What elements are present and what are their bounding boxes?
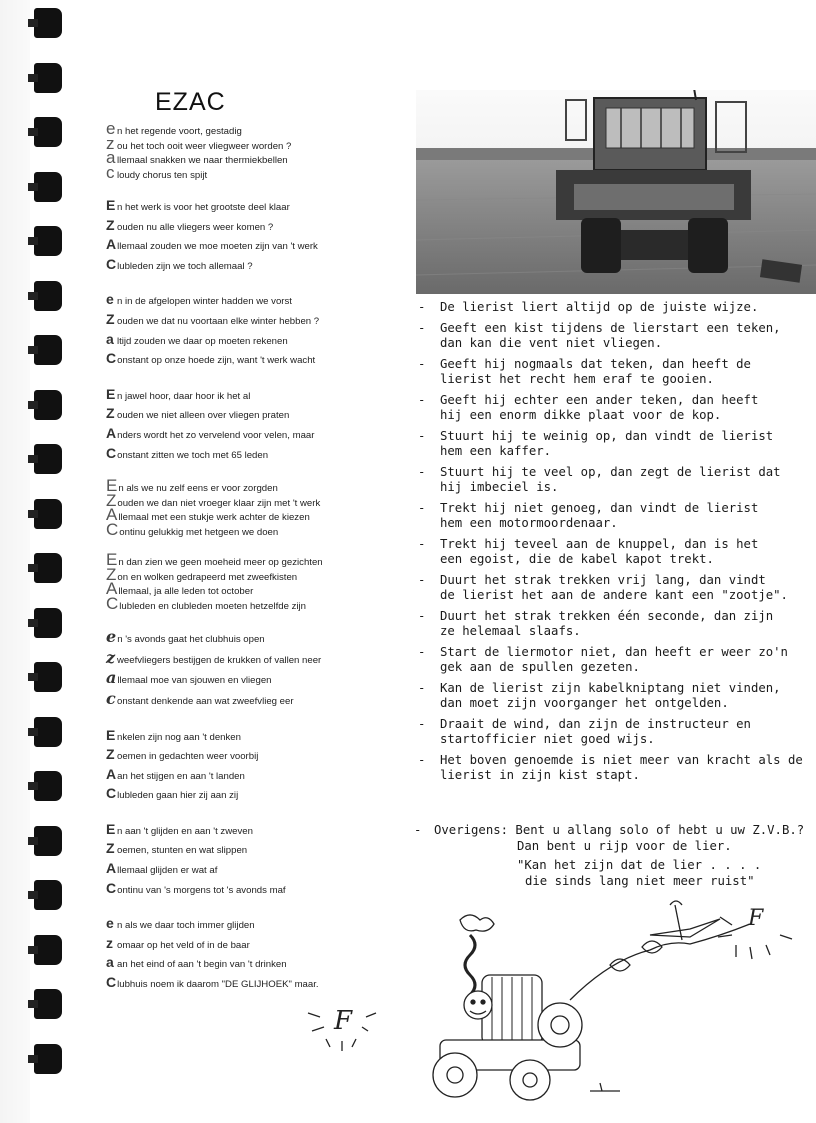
rule-item [416, 681, 812, 712]
acrostic-initial: Z [106, 310, 115, 327]
binding-ring [34, 989, 62, 1019]
rule-dash: - [418, 464, 426, 479]
winch-rules-list [416, 300, 812, 789]
acrostic-initial: Z [106, 840, 115, 857]
acrostic-poem [106, 119, 396, 1010]
poem-line-text: n als we daar toch immer glijden [117, 920, 255, 932]
rule-item [416, 501, 812, 532]
poem-line [106, 162, 396, 182]
acrostic-initial: Z [106, 564, 117, 584]
poem-line-text: lubhuis noem ik daarom "DE GLIJHOEK" maar. [117, 979, 319, 991]
acrostic-initial: a [106, 148, 116, 167]
poem-line-text: ontinu gelukkig met hetgeen we doen [119, 526, 279, 538]
winch-drum [538, 1003, 582, 1047]
poem-line [106, 331, 396, 351]
signature-mark [298, 995, 388, 1055]
poem-line-text: n 's avonds gaat het clubhuis open [117, 634, 265, 646]
binding-ring [34, 608, 62, 638]
poem-line-text: oemen, stunten en wat slippen [117, 845, 248, 857]
rule-item [416, 537, 812, 568]
acrostic-initial: Z [106, 490, 117, 510]
signature-letter: F [334, 1006, 353, 1036]
acrostic-initial: Z [106, 405, 115, 422]
acrostic-initial: C [106, 444, 117, 461]
rule-dash: - [418, 608, 426, 623]
poem-line [106, 880, 396, 900]
poem-stanza [106, 476, 396, 539]
poem-line-text: llemaal zouden we moe moeten zijn van 't werk [117, 241, 318, 253]
poem-line [106, 291, 396, 311]
acrostic-initial: c [106, 162, 115, 182]
poem-line-text: lubleden zijn we toch allemaal ? [117, 260, 253, 272]
rule-dash: - [418, 752, 426, 767]
acrostic-initial: e [106, 627, 117, 647]
rule-line: Geeft een kist tijdens de lierstart een teken, [440, 320, 781, 335]
rule-line: Kan de lierist zijn kabelkniptang niet vinden, [440, 680, 781, 695]
rule-dash: - [418, 320, 426, 335]
rule-line: Stuurt hij te veel op, dan zegt de lierist dat [440, 464, 781, 479]
rule-line: De lierist liert altijd op de juiste wijze. [440, 300, 759, 314]
rule-dash: - [418, 716, 426, 731]
rule-line: Trekt hij teveel aan de knuppel, dan is het [440, 536, 759, 551]
poem-stanza [106, 197, 396, 275]
poem-line-text: n aan 't glijden en aan 't zweven [117, 825, 253, 837]
binding-ring [34, 117, 62, 147]
rule-line: gek aan de spullen gezeten. [440, 660, 640, 674]
poem-line [106, 935, 396, 955]
poem-stanza [106, 915, 396, 993]
closing-line-2: Dan bent u rijp voor de lier. [517, 838, 732, 853]
rule-line: Duurt het strak trekken vrij lang, dan vindt [440, 572, 766, 587]
poem-line-text: llemaal met een stukje werk achter de kiezen [118, 512, 310, 524]
rule-line: hij imbeciel is. [440, 480, 559, 494]
poem-line-text: n in de afgelopen winter hadden we vorst [117, 296, 292, 308]
binding-ring [34, 880, 62, 910]
poem-line-text: n dan zien we geen moeheid meer op gezichten [118, 557, 323, 569]
acrostic-initial: e [106, 291, 114, 308]
acrostic-initial: E [106, 820, 116, 837]
poem-line-text: onstant denkende aan wat zweefvlieg eer [117, 695, 294, 707]
poem-line [106, 148, 396, 167]
rule-item [416, 429, 812, 460]
poem-stanza [106, 386, 396, 464]
rule-item [416, 300, 812, 316]
poem-line-text: n als we nu zelf eens er voor zorgden [118, 483, 278, 495]
acrostic-initial: A [106, 505, 118, 525]
acrostic-initial: A [106, 860, 117, 877]
poem-line [106, 564, 396, 584]
poem-line [106, 256, 396, 276]
poem-line [106, 766, 396, 786]
rule-line: Het boven genoemde is niet meer van kracht als de [440, 752, 803, 767]
binding-ring [34, 63, 62, 93]
poem-stanza [106, 119, 396, 182]
rule-line: hij een enorm dikke plaat voor de kop. [440, 408, 722, 422]
rule-item [416, 573, 812, 604]
poem-line-text: ltijd zouden we daar op moeten rekenen [117, 335, 288, 347]
acrostic-initial: c [106, 688, 116, 708]
acrostic-initial: A [106, 765, 117, 782]
acrostic-initial: a [106, 954, 114, 971]
poem-line-text: ou het toch ooit weer vliegweer worden ? [117, 140, 292, 152]
poem-line-text: an het stijgen en aan 't landen [117, 770, 245, 782]
poem-line-text: n jawel hoor, daar hoor ik het al [117, 390, 251, 402]
page-title: EZAC [155, 88, 226, 116]
poem-stanza [106, 821, 396, 899]
binding-ring [34, 172, 62, 202]
poem-line [106, 974, 396, 994]
acrostic-initial: A [106, 579, 118, 599]
poem-line-text: loudy chorus ten spijt [117, 169, 208, 181]
poem-line [106, 579, 396, 599]
poem-line-text: llemaal glijden er wat af [117, 865, 218, 877]
poem-line [106, 550, 396, 570]
poem-line [106, 119, 396, 138]
poem-line [106, 821, 396, 841]
rule-line: Start de liermotor niet, dan heeft er weer zo'n [440, 644, 788, 659]
rule-dash: - [418, 500, 426, 515]
binding-ring [34, 1044, 62, 1074]
rule-item [416, 645, 812, 676]
poem-line-text: omaar op het veld of in de baar [117, 939, 250, 951]
rule-dash: - [418, 536, 426, 551]
poem-stanza [106, 628, 396, 710]
acrostic-initial: A [106, 236, 117, 253]
poem-line [106, 311, 396, 331]
rule-line: dan kan die vent niet vliegen. [440, 336, 663, 350]
poem-line-text: ouden we niet alleen over vliegen praten [117, 410, 290, 422]
glider-sketch [650, 919, 720, 937]
acrostic-initial: C [106, 974, 117, 991]
binding-ring [34, 281, 62, 311]
binding-ring [34, 935, 62, 965]
rule-dash: - [418, 300, 426, 314]
rule-item [416, 393, 812, 424]
rule-item [416, 609, 812, 640]
acrostic-initial: E [106, 726, 116, 743]
acrostic-initial: Z [106, 746, 115, 763]
poem-line-text: llemaal, ja alle leden tot october [118, 586, 254, 598]
acrostic-initial: z [106, 647, 116, 667]
binding-ring [34, 335, 62, 365]
binding-ring [34, 771, 62, 801]
poem-line-text: nkelen zijn nog aan 't denken [117, 731, 241, 743]
poem-line [106, 350, 396, 370]
acrostic-initial: Z [106, 216, 115, 233]
rule-line: Draait de wind, dan zijn de instructeur en [440, 716, 751, 731]
rule-line: Duurt het strak trekken één seconde, dan zijn [440, 608, 774, 623]
acrostic-initial: a [106, 330, 114, 347]
poem-stanza [106, 727, 396, 805]
closing-quote-2: die sinds lang niet meer ruist" [525, 873, 755, 888]
acrostic-initial: A [106, 424, 117, 441]
poem-line [106, 236, 396, 256]
poem-line [106, 628, 396, 649]
binding-ring [34, 662, 62, 692]
poem-line [106, 840, 396, 860]
acrostic-initial: C [106, 519, 119, 539]
poem-line [106, 505, 396, 525]
binding-ring [34, 499, 62, 529]
poem-line [106, 954, 396, 974]
acrostic-initial: E [106, 476, 118, 496]
poem-line-text: llemaal moe van sjouwen en vliegen [117, 675, 272, 687]
rule-line: Trekt hij niet genoeg, dan vindt de lierist [440, 500, 759, 515]
acrostic-initial: z [106, 934, 113, 951]
rule-line: startofficier niet goed wijs. [440, 732, 655, 746]
rule-line: Stuurt hij te weinig op, dan vindt de lierist [440, 428, 774, 443]
binding-ring [34, 826, 62, 856]
winch-operator-head [464, 991, 492, 1019]
poem-line [106, 860, 396, 880]
acrostic-initial: e [106, 915, 114, 932]
poem-line-text: ouden we dat nu voortaan elke winter hebben ? [117, 315, 320, 327]
poem-line [106, 746, 396, 766]
poem-line-text: ouden nu alle vliegers weer komen ? [117, 221, 274, 233]
rule-dash: - [418, 356, 426, 371]
acrostic-initial: C [106, 593, 119, 613]
binding-ring [34, 553, 62, 583]
poem-line-text: weefvliegers bestijgen de krukken of vallen neer [117, 654, 322, 666]
rule-dash: - [418, 428, 426, 443]
acrostic-initial: E [106, 385, 116, 402]
spiral-binding [26, 0, 71, 1123]
poem-line-text: an het eind of aan 't begin van 't drinken [117, 959, 287, 971]
binding-ring [34, 8, 62, 38]
binding-ring [34, 444, 62, 474]
rule-item [416, 753, 812, 784]
rule-line: hem een kaffer. [440, 444, 552, 458]
poem-line-text: onstant zitten we toch met 65 leden [117, 449, 269, 461]
closing-line-1: Overigens: Bent u allang solo of hebt u uw Z.V.B.? [434, 823, 805, 837]
poem-stanza [106, 550, 396, 613]
poem-line [106, 217, 396, 237]
acrostic-initial: C [106, 879, 117, 896]
rule-dash: - [418, 572, 426, 587]
poem-line [106, 445, 396, 465]
rear-wheel [510, 1060, 550, 1100]
poem-line-text: on en wolken gedrapeerd met zweefkisten [117, 571, 298, 583]
rule-line: een egoist, die de kabel kapot trekt. [440, 552, 714, 566]
closing-note [414, 823, 814, 889]
winch-truck-photo [416, 90, 816, 294]
poem-line [106, 519, 396, 539]
closing-quote-1: "Kan het zijn dat de lier . . . . [517, 858, 762, 872]
poem-line [106, 690, 396, 711]
rule-line: Geeft hij nogmaals dat teken, dan heeft de [440, 356, 751, 371]
poem-line [106, 425, 396, 445]
poem-line [106, 669, 396, 690]
winch-cartoon-illustration [420, 895, 810, 1110]
rule-item [416, 357, 812, 388]
binding-ring [34, 226, 62, 256]
acrostic-initial: e [106, 119, 116, 138]
poem-line-text: ontinu van 's morgens tot 's avonds maf [117, 884, 286, 896]
poem-line-text: ouden we dan niet vroeger klaar zijn met 't werk [117, 497, 321, 509]
rule-line: lierist het recht hem eraf te gooien. [440, 372, 714, 386]
poem-line-text: lubleden gaan hier zij aan zij [117, 790, 239, 802]
binding-ring [34, 390, 62, 420]
smoke-cloud [460, 915, 494, 931]
front-wheel [433, 1053, 477, 1097]
rule-line: lierist in zijn kist stapt. [440, 768, 640, 782]
poem-line [106, 915, 396, 935]
poem-stanza [106, 291, 396, 369]
rule-item [416, 321, 812, 352]
acrostic-initial: z [106, 133, 115, 153]
poem-line [106, 649, 396, 670]
poem-line [106, 386, 396, 406]
acrostic-initial: C [106, 255, 117, 272]
rule-item [416, 717, 812, 748]
poem-line-text: n het werk is voor het grootste deel klaar [117, 202, 290, 213]
rule-line: de lierist het aan de andere kant een "zootje". [440, 588, 788, 602]
poem-line [106, 727, 396, 747]
rule-line: ze helemaal slaafs. [440, 624, 581, 638]
poem-line-text: onstant op onze hoede zijn, want 't werk wacht [117, 355, 316, 367]
acrostic-initial: E [106, 550, 118, 570]
poem-line [106, 785, 396, 805]
poem-line-text: n het regende voort, gestadig [117, 126, 242, 137]
rule-item [416, 465, 812, 496]
cartoon-signature-letter: F [748, 906, 764, 931]
poem-line [106, 490, 396, 510]
poem-line [106, 476, 396, 496]
rule-line: hem een motormoordenaar. [440, 516, 618, 530]
poem-line [106, 133, 396, 153]
acrostic-initial: E [106, 197, 116, 213]
poem-line [106, 593, 396, 613]
poem-line-text: oemen in gedachten weer voorbij [117, 751, 259, 763]
acrostic-initial: C [106, 350, 117, 367]
poem-line-text: llemaal snakken we naar thermiekbellen [117, 155, 288, 166]
poem-line-text: nders wordt het zo vervelend voor velen, maar [117, 429, 315, 441]
binding-ring [34, 717, 62, 747]
rule-dash: - [418, 680, 426, 695]
poem-line [106, 197, 396, 217]
poem-line [106, 405, 396, 425]
acrostic-initial: a [106, 668, 117, 688]
rule-line: Geeft hij echter een ander teken, dan heeft [440, 392, 759, 407]
poem-line-text: lubleden en clubleden moeten hetzelfde zijn [119, 600, 306, 612]
closing-dash: - [414, 823, 422, 837]
rule-dash: - [418, 392, 426, 407]
acrostic-initial: C [106, 785, 117, 802]
rule-line: dan moet zijn voorganger het ontgelden. [440, 696, 729, 710]
rule-dash: - [418, 644, 426, 659]
